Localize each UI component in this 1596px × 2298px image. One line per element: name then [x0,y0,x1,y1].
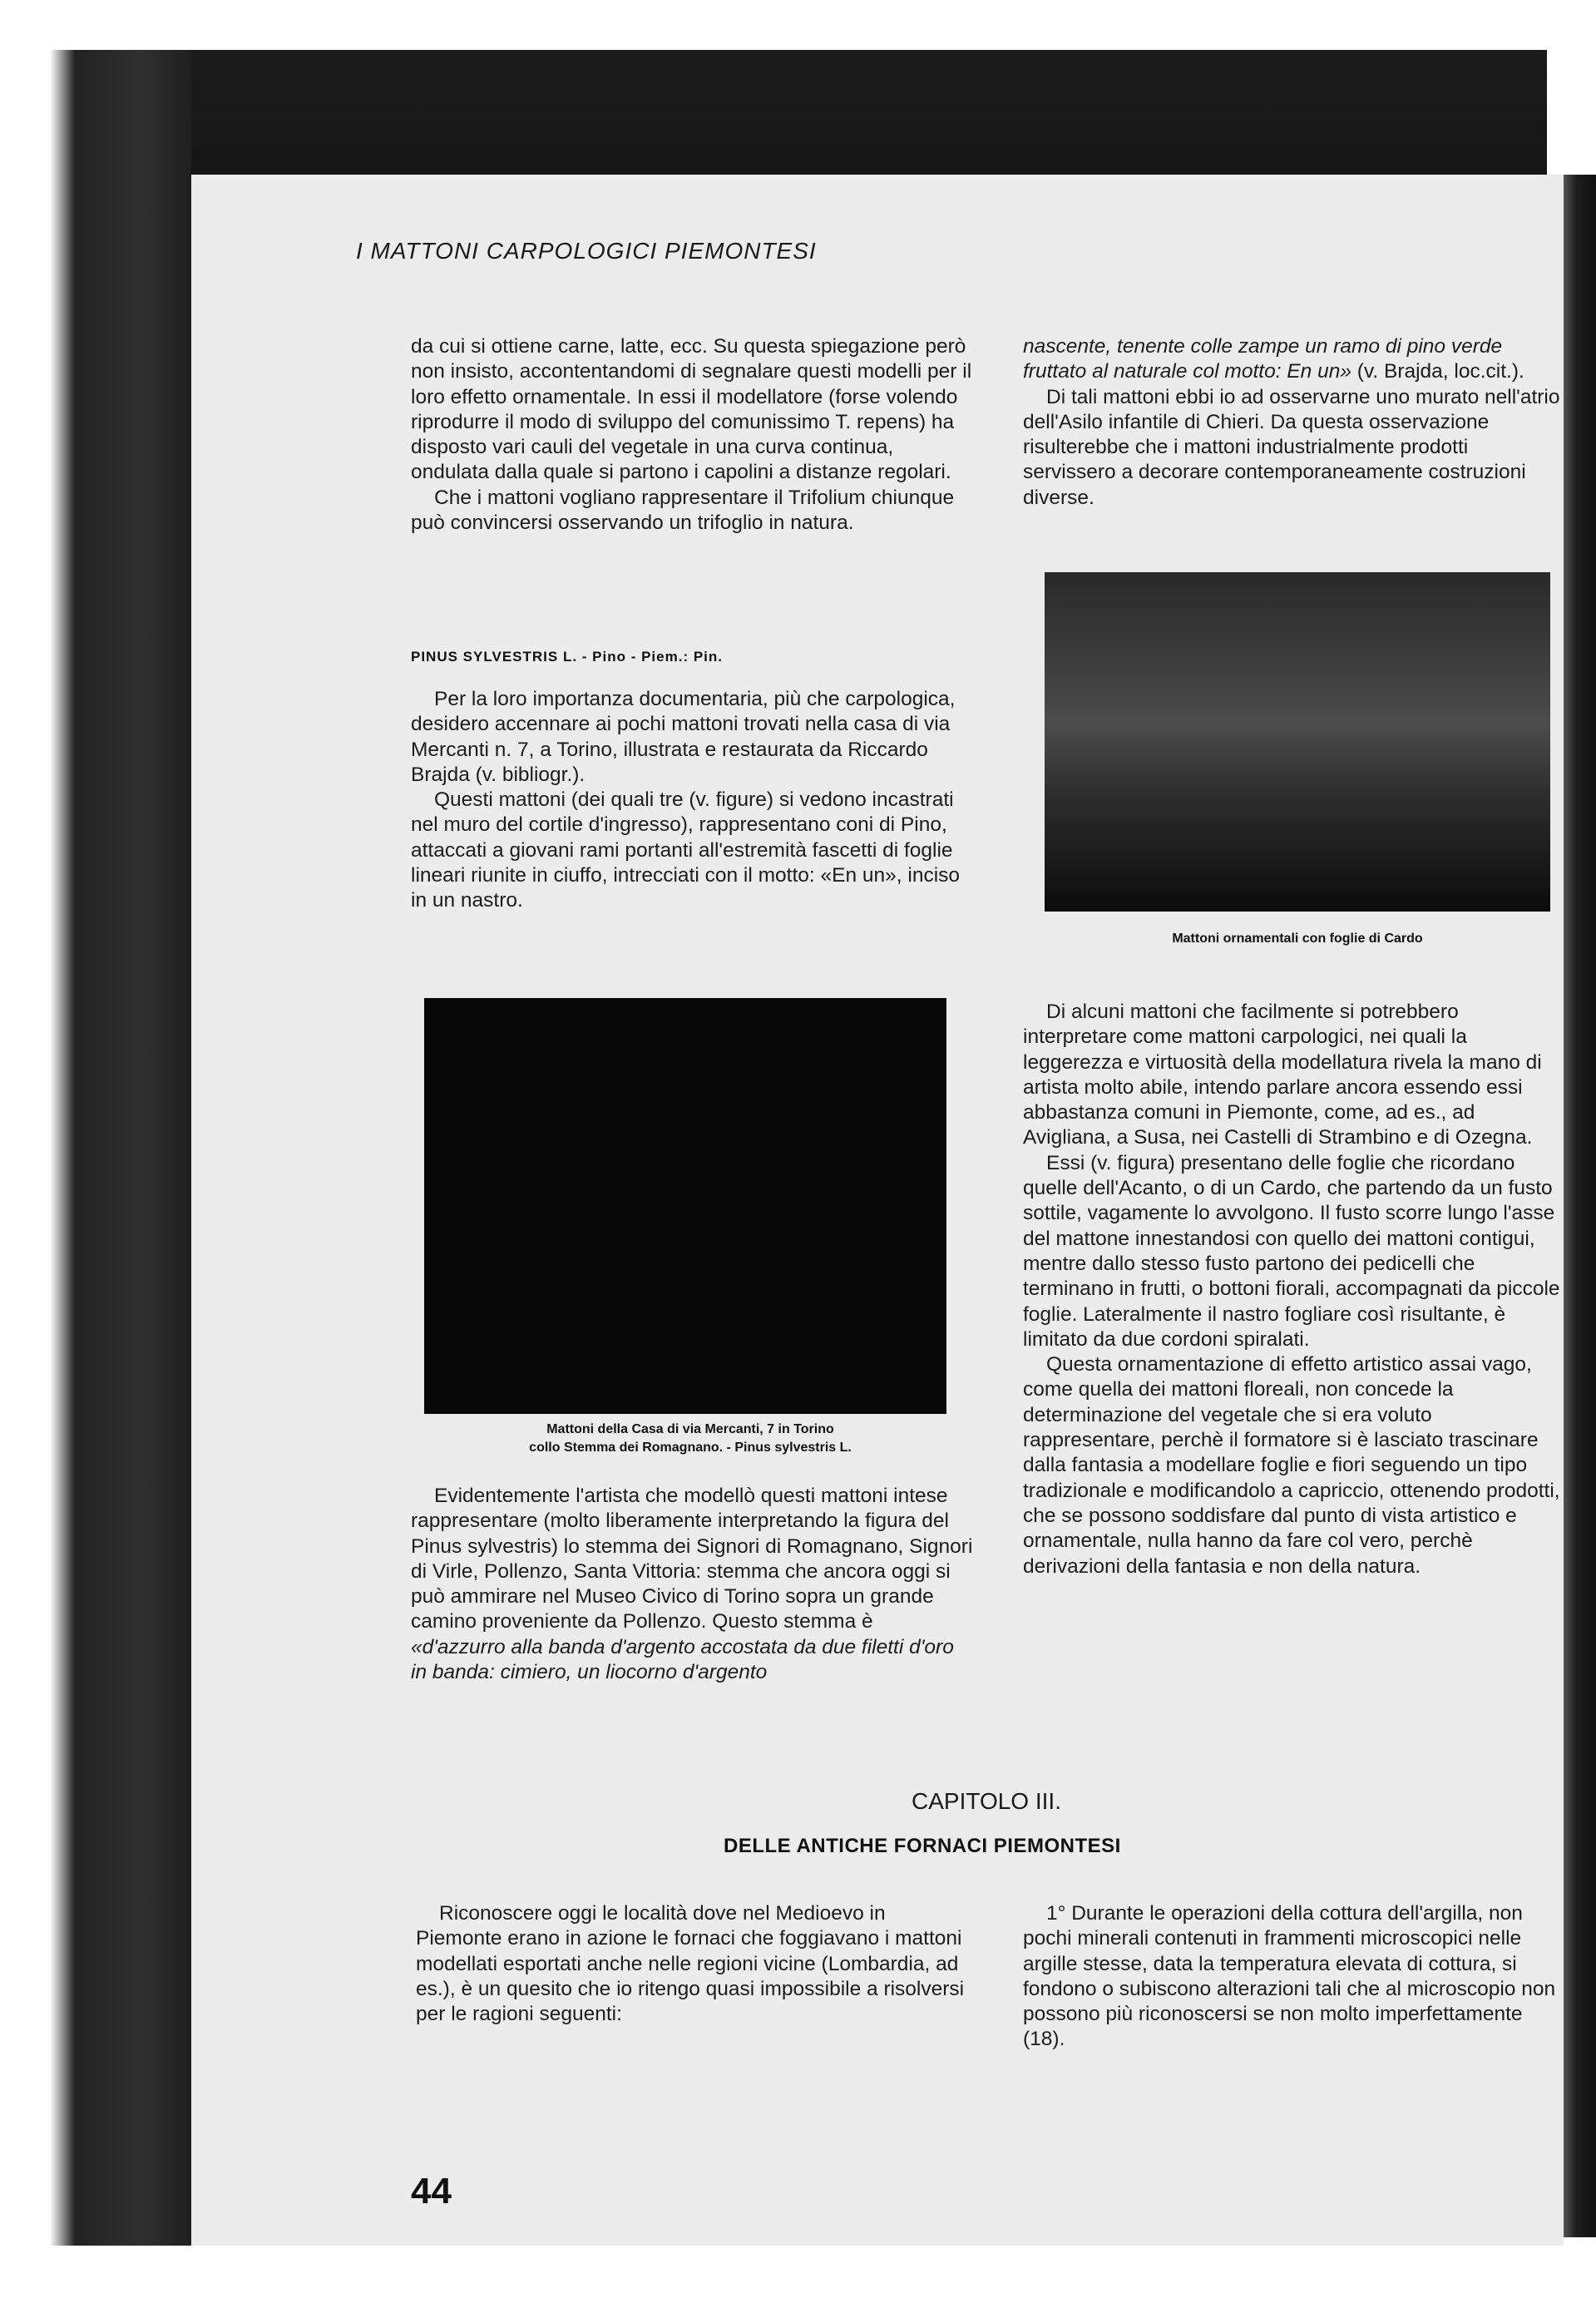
chapter-left-column [416,1901,973,2027]
blazon-continued-text: nascente, tenente colle zampe un ramo di pino verde fruttato al naturale col motto: En un» [1023,335,1503,383]
figure-caption-pinus [416,1421,965,1457]
chapter-title: DELLE ANTICHE FORNACI PIEMONTESI [724,1835,1121,1857]
left-column-top [411,334,973,536]
paragraph-cardo-1: Di alcuni mattoni che facilmente si potrebbero interpretare come mattoni carpologici, nei quali la leggerezza e virtuosità della modellatura rivela la mano di artista molto abile, intendo parlare ancora essendo essi abbastanza comuni in Piemonte, come, ad es., ad Avigliana, a Susa, nei Castelli di Strambino e di Ozegna. [1023,1001,1542,1149]
blazon-citation: (v. Brajda, loc.cit.). [1356,360,1524,383]
left-column-pinus [411,687,973,914]
paragraph-pinus-1: Per la loro importanza documentaria, più che carpologica, desidero accennare ai pochi mattoni trovati nella casa di via Mercanti n. 7, a Torino, illustrata e restaurata da Riccardo Brajda (v. bibliogr.). [411,688,956,786]
left-column-stemma [411,1484,973,1685]
paragraph-cardo-3: Questa ornamentazione di effetto artistico assai vago, come quella dei mattoni floreali, non concede la determinazione del vegetale che si era voluto rappresentare, perchè il formatore si è lasciato trascinare dalla fantasia a modellare foglie e fiori seguendo un tipo tradizionale e modificandolo a capriccio, ottenendo prodotti, che se possono soddisfare dal punto di vista artistico e ornamentale, nulla hanno da fare col vero, perchè derivazioni della fantasia e non della natura. [1023,1353,1560,1578]
chapter-right-column [1023,1901,1564,2053]
paragraph-stemma-text: Evidentemente l'artista che modellò questi mattoni intese rappresentare (molto liberamente interpretando la figura del Pinus sylvestris) lo stemma dei Signori di Romagnano, Signori di Virle, Pollenzo, Santa Vittoria: stemma che ancora oggi si può ammirare nel Museo Civico di Torino sopra un grande camino proveniente da Pollenzo. Questo stemma è [411,1485,973,1633]
scan-shadow-top [50,50,1547,175]
paragraph-fornaci-point-1: 1° Durante le operazioni della cottura dell'argilla, non pochi minerali contenuti in frammenti microscopici nelle argille stesse, data la temperatura elevata di cottura, si fondono o subiscono alterazioni tali che al microscopio non possono più riconoscersi se non molto imperfettamente (18). [1023,1902,1556,2051]
figure-caption-cardo: Mattoni ornamentali con foglie di Cardo [1172,932,1423,946]
figure-photo-cardo-bricks [1045,572,1550,912]
figure-caption-pinus-line2: collo Stemma dei Romagnano. - Pinus sylvestris L. [529,1441,852,1455]
section-heading-pinus: PINUS SYLVESTRIS L. - Pino - Piem.: Pin. [411,649,724,665]
right-column-top [1023,334,1564,511]
figure-photo-pinus-bricks [424,998,946,1414]
right-column-cardo [1023,1000,1564,1579]
scan-margin-bottom [0,2246,1596,2298]
chapter-label: CAPITOLO III. [912,1788,1061,1814]
paragraph-murato: Di tali mattoni ebbi io ad osservarne uno murato nell'atrio dell'Asilo infantile di Chieri. Da questa osservazione risulterebbe che i mattoni industrialmente prodotti servissero a decorare contemporaneamente costruzioni diverse. [1023,385,1560,509]
paragraph-stemma-blazon: «d'azzurro alla banda d'argento accostata da due filetti d'oro in banda: cimiero, un liocorno d'argento [411,1635,954,1684]
paragraph-fornaci-intro: Riconoscere oggi le località dove nel Medioevo in Piemonte erano in azione le fornaci che foggiavano i mattoni modellati esportati anche nelle regioni vicine (Lombardia, ad es.), è un quesito che io ritengo quasi impossibile a risolversi per le ragioni seguenti: [416,1902,965,2026]
scan-margin-top [0,0,1596,50]
scan-shadow-right [1564,175,1596,2237]
paragraph-stemma [411,1484,973,1685]
running-head: I MATTONI CARPOLOGICI PIEMONTESI [356,238,817,264]
paragraph-intro: da cui si ottiene carne, latte, ecc. Su questa spiegazione però non insisto, accontentandomi di segnalare questi modelli per il loro effetto ornamentale. In essi il modellatore (forse volendo riprodurre il modo di sviluppo del comunissimo T. repens) ha disposto vari cauli del vegetale in una curva continua, ondulata dalla quale si partono i capolini a distanze regolari. [411,335,972,484]
scan-shadow-left [0,50,191,2246]
figure-caption-pinus-line1: Mattoni della Casa di via Mercanti, 7 in Torino [546,1422,834,1436]
page-number: 44 [411,2171,452,2212]
paragraph-blazon-continued [1023,334,1564,385]
paragraph-trifolium: Che i mattoni vogliano rappresentare il Trifolium chiunque può convincersi osservando un trifoglio in natura. [411,486,955,535]
paragraph-pinus-2: Questi mattoni (dei quali tre (v. figure) si vedono incastrati nel muro del cortile d'ingresso), rappresentano coni di Pino, attaccati a giovani rami portanti all'estremità fascetti di foglie lineari riunite in ciuffo, intrecciati con il motto: «En un», inciso in un nastro. [411,788,961,912]
paragraph-cardo-2: Essi (v. figura) presentano delle foglie che ricordano quelle dell'Acanto, o di un Cardo, che partendo da un fusto sottile, vagamente lo avvolgono. Il fusto scorre lungo l'asse del mattone innestandosi con quello dei mattoni contigui, mentre dallo stesso fusto partono dei pedicelli che terminano in frutti, o bottoni fiorali, accompagnati da piccole foglie. Lateralmente il nastro fogliare così risultante, è limitato da due cordoni spiralati. [1023,1151,1560,1351]
